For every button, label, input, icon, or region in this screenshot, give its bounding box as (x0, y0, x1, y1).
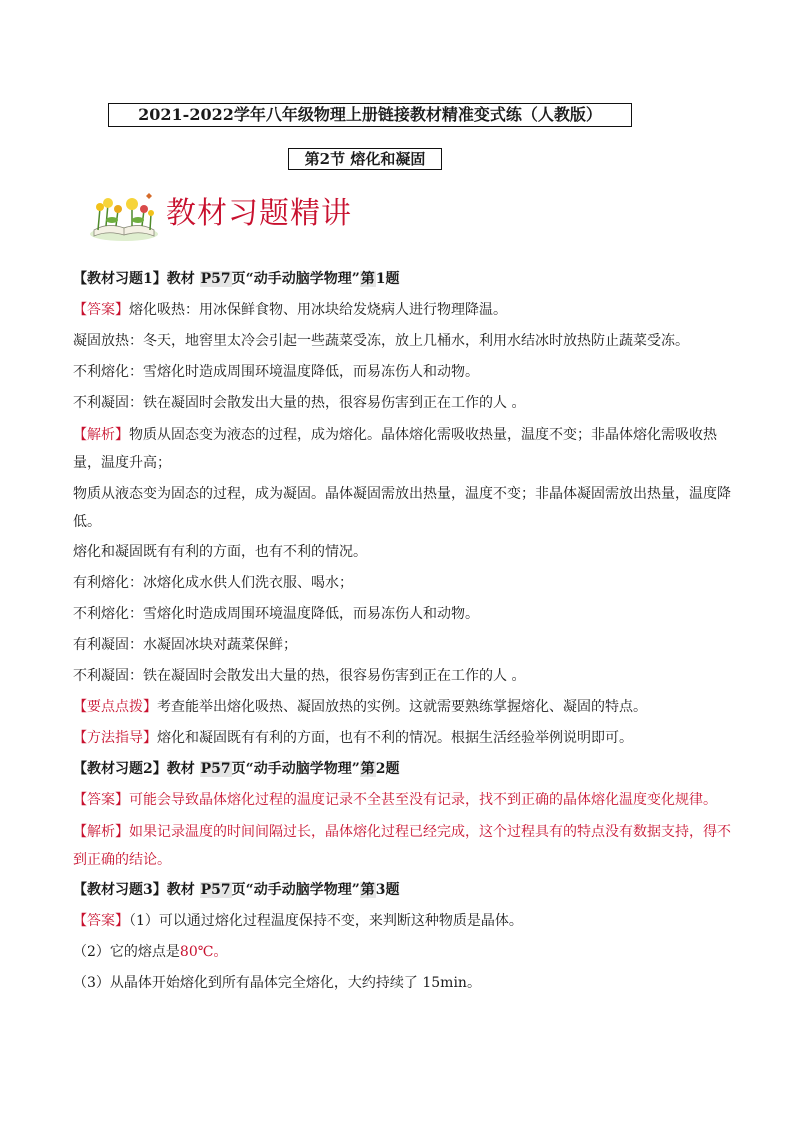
text-line: 凝固放热：冬天，地窖里太冷会引起一些蔬菜受冻，放上几桶水，利用水结冰时放热防止蔬菜受冻。 (73, 333, 689, 349)
method-guide-paragraph: 【方法指导】熔化和凝固既有有利的方面，也有不利的情况。根据生活经验举例说明即可。 (73, 730, 633, 746)
text-line: 不利熔化：雪熔化时造成周围环境温度降低，而易冻伤人和动物。 (73, 606, 479, 622)
document-body (73, 264, 733, 999)
analysis-paragraph: 【解析】如果记录温度的时间间隔过长，晶体熔化过程已经完成，这个过程具有的特点没有数据支持，得不到正确的结论。 (73, 824, 731, 868)
key-points-paragraph: 【要点点拨】考查能举出熔化吸热、凝固放热的实例。这就需要熟练掌握熔化、凝固的特点。 (73, 699, 647, 715)
text-line: 不利凝固：铁在凝固时会散发出大量的热，很容易伤害到正在工作的人 。 (73, 668, 526, 684)
book-flowers-icon (88, 190, 160, 242)
text-line: 物质从液态变为固态的过程，成为凝固。晶体凝固需放出热量，温度不变；非晶体凝固需放出热量，温度降低。 (73, 486, 731, 530)
text-line: （2）它的熔点是80℃。 (73, 944, 228, 960)
text-line: 不利熔化：雪熔化时造成周围环境温度降低，而易冻伤人和动物。 (73, 364, 479, 380)
document-title: 2021-2022学年八年级物理上册链接教材精准变式练（人教版） (108, 103, 632, 127)
text-line: 熔化和凝固既有有利的方面，也有不利的情况。 (73, 544, 367, 560)
answer-paragraph: 【答案】可能会导致晶体熔化过程的温度记录不全甚至没有记录，找不到正确的晶体熔化温度变化规律。 (73, 792, 717, 808)
answer-paragraph: 【答案】（1）可以通过熔化过程温度保持不变，来判断这种物质是晶体。 (73, 913, 523, 929)
text-line: （3）从晶体开始熔化到所有晶体完全熔化，大约持续了 15min。 (73, 975, 481, 991)
text-line: 有利凝固：水凝固冰块对蔬菜保鲜； (73, 637, 297, 653)
text-line: 有利熔化：冰熔化成水供人们洗衣服、喝水； (73, 575, 353, 591)
answer-paragraph: 【答案】熔化吸热：用冰保鲜食物、用冰块给发烧病人进行物理降温。 (73, 302, 507, 318)
banner-title: 教材习题精讲 (166, 196, 352, 231)
question-2-heading: 【教材习题2】教材 P57页“动手动脑学物理”第2题 (73, 761, 400, 777)
analysis-paragraph: 【解析】物质从固态变为液态的过程，成为熔化。晶体熔化需吸收热量，温度不变；非晶体熔化需吸收热量，温度升高； (73, 427, 717, 471)
section-banner (88, 188, 388, 244)
text-line: 不利凝固：铁在凝固时会散发出大量的热，很容易伤害到正在工作的人 。 (73, 395, 526, 411)
question-3-heading: 【教材习题3】教材 P57页“动手动脑学物理”第3题 (73, 882, 400, 898)
question-1-heading: 【教材习题1】教材 P57页“动手动脑学物理”第1题 (73, 271, 400, 287)
section-title: 第2节 熔化和凝固 (288, 148, 442, 170)
